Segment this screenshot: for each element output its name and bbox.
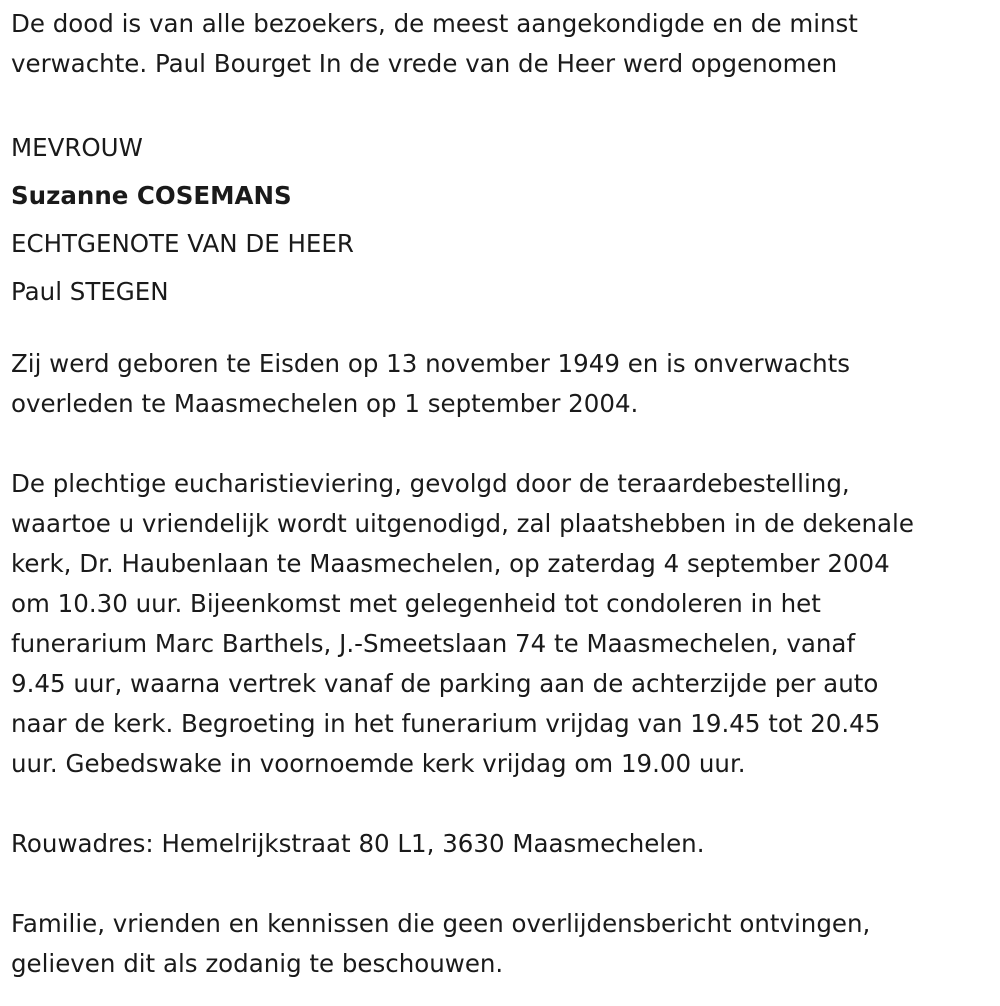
spacer (11, 424, 996, 464)
birth-death-line-2: overleden te Maasmechelen op 1 september 2004. (11, 389, 639, 418)
spouse-name: Paul STEGEN (11, 277, 169, 306)
birth-death-paragraph (11, 344, 996, 424)
deceased-title: MEVROUW (11, 133, 143, 162)
quote-line-1: De dood is van alle bezoekers, de meest aangekondigde en de minst (11, 9, 858, 38)
ceremony-line-1: De plechtige eucharistieviering, gevolgd door de teraardebestelling, (11, 469, 850, 498)
birth-death-line-1: Zij werd geboren te Eisden op 13 november 1949 en is onverwachts (11, 349, 851, 378)
closing-line-2: gelieven dit als zodanig te beschouwen. (11, 949, 504, 978)
deceased-block (11, 124, 996, 316)
mourning-address: Rouwadres: Hemelrijkstraat 80 L1, 3630 Maasmechelen. (11, 829, 705, 858)
ceremony-line-8: uur. Gebedswake in voornoemde kerk vrijdag om 19.00 uur. (11, 749, 746, 778)
spacer (11, 84, 996, 124)
ceremony-line-7: naar de kerk. Begroeting in het funerarium vrijdag van 19.45 tot 20.45 (11, 709, 881, 738)
ceremony-line-4: om 10.30 uur. Bijeenkomst met gelegenheid tot condoleren in het (11, 589, 821, 618)
address-paragraph (11, 824, 996, 864)
closing-line-1: Familie, vrienden en kennissen die geen overlijdensbericht ontvingen, (11, 909, 871, 938)
quote-line-2: verwachte. Paul Bourget In de vrede van de Heer werd opgenomen (11, 49, 838, 78)
spacer (11, 864, 996, 904)
ceremony-line-6: 9.45 uur, waarna vertrek vanaf de parking aan de achterzijde per auto (11, 669, 879, 698)
ceremony-line-5: funerarium Marc Barthels, J.-Smeetslaan 74 te Maasmechelen, vanaf (11, 629, 856, 658)
ceremony-line-2: waartoe u vriendelijk wordt uitgenodigd, zal plaatshebben in de dekenale (11, 509, 914, 538)
obituary-notice (11, 4, 996, 984)
closing-paragraph (11, 904, 996, 984)
ceremony-paragraph (11, 464, 996, 784)
opening-quote (11, 4, 996, 84)
ceremony-line-3: kerk, Dr. Haubenlaan te Maasmechelen, op zaterdag 4 september 2004 (11, 549, 890, 578)
deceased-name: Suzanne COSEMANS (11, 181, 292, 210)
spacer (11, 316, 996, 344)
deceased-relation: ECHTGENOTE VAN DE HEER (11, 229, 354, 258)
spacer (11, 784, 996, 824)
